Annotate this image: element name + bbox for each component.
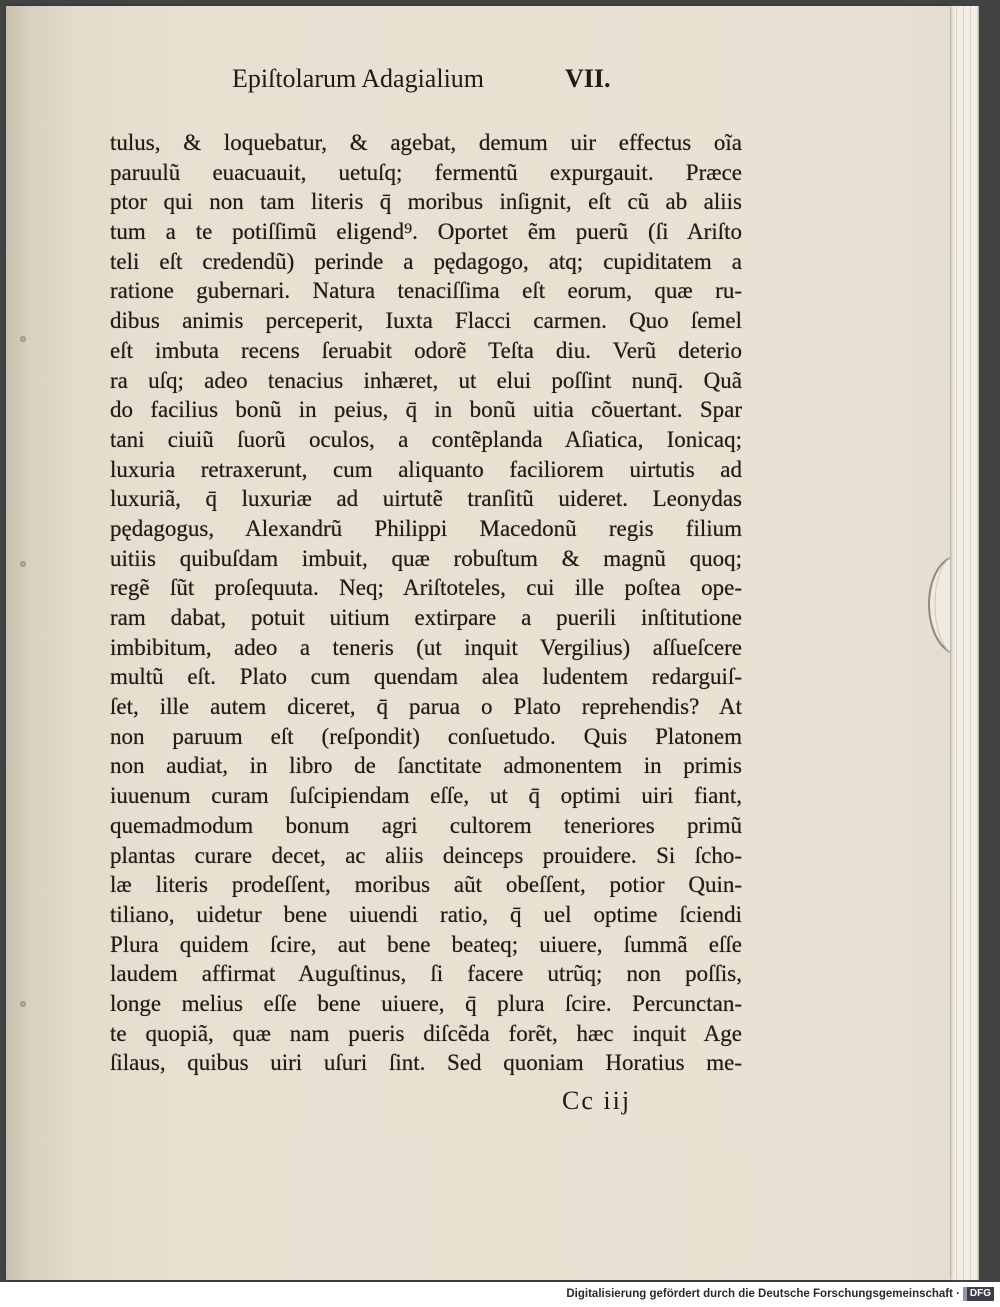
text-line: ptor qui non tam literis q̄ moribus inſignit, eſt cũ ab aliis (110, 189, 742, 215)
text-line: eſt imbuta recens ſeruabit odorẽ Teſta diu. Verũ deterio (110, 337, 742, 363)
text-line: pędagogus, Alexandrũ Philippi Macedonũ regis filium (110, 515, 742, 541)
text-line: non audiat, in libro de ſanctitate admonentem in primis (110, 753, 742, 779)
text-line: luxuriã, q̄ luxuriæ ad uirtutẽ tranſitũ uideret. Leonydas (110, 486, 742, 512)
body-text (110, 128, 742, 1078)
text-line: plantas curare decet, ac aliis deinceps prouidere. Si ſcho- (110, 842, 742, 868)
binding-hole (20, 336, 26, 342)
text-line: quemadmodum bonum agri cultorem teneriores primũ (110, 812, 742, 838)
text-line: ſet, ille autem diceret, q̄ parua o Plato reprehendis? At (110, 694, 742, 720)
running-head (232, 62, 632, 96)
text-line: dibus animis perceperit, Iuxta Flacci carmen. Quo ſemel (110, 308, 742, 334)
binding-hole (20, 561, 26, 567)
text-line: tani ciuiũ ſuorũ oculos, a contẽplanda Aſiatica, Ionicaq; (110, 426, 742, 452)
text-line: ratione gubernari. Natura tenaciſſima eſt eorum, quæ ru- (110, 278, 742, 304)
text-line: ram dabat, potuit uitium extirpare a puerili inſtitutione (110, 605, 742, 630)
text-line: regẽ ſũt proſequuta. Neq; Ariſtoteles, cui ille poſtea ope- (110, 575, 742, 601)
text-line: laudem affirmat Auguſtinus, ſi facere utrũq; non poſſis, (110, 961, 742, 987)
text-line: luxuria retraxerunt, cum aliquanto faciliorem uirtutis ad (110, 456, 742, 482)
text-line: te quopiã, quæ nam pueris diſcẽda forẽt, hæc inquit Age (110, 1020, 742, 1046)
text-line: tiliano, uidetur bene uiuendi ratio, q̄ uel optime ſciendi (110, 901, 742, 927)
text-line: læ literis prodeſſent, moribus aũt obeſſent, potior Quin- (110, 872, 742, 898)
funding-credit: Digitalisierung gefördert durch die Deutsche Forschungsgemeinschaft · (566, 1288, 960, 1300)
text-line: tulus, & loquebatur, & agebat, demum uir effectus oĩa (110, 130, 742, 155)
digitization-footer (0, 1282, 1000, 1307)
text-line: ra uſq; adeo tenacius inhæret, ut elui poſſint nunq̄. Quã (110, 367, 742, 393)
text-line: longe melius eſſe bene uiuere, q̄ plura ſcire. Percunctan- (110, 990, 742, 1016)
text-line: non paruum eſt (reſpondit) conſuetudo. Quis Platonem (110, 723, 742, 749)
signature-mark: Cc iij (562, 1086, 632, 1115)
text-line: paruulũ euacuauit, uetuſq; fermentũ expurgauit. Præce (110, 159, 742, 185)
text-line: Plura quidem ſcire, aut bene beateq; uiuere, ſummã eſſe (110, 931, 742, 957)
folio-number: VII. (565, 64, 611, 93)
binding-hole (20, 1001, 26, 1007)
text-line: tum a te potiſſimũ eligend⁹. Oportet ẽm puerũ (ſi Ariſto (110, 219, 742, 245)
running-title: Epiſtolarum Adagialium (232, 64, 485, 93)
thumb-index-notch (900, 550, 960, 660)
text-line: uitiis quibuſdam imbuit, quæ robuſtum & magnũ quoq; (110, 545, 742, 571)
dfg-logo-icon: DFG (963, 1287, 994, 1301)
text-line: multũ eſt. Plato cum quendam alea ludentem redarguiſ- (110, 664, 742, 690)
text-line: imbibitum, adeo a teneris (ut inquit Vergilius) aſſueſcere (110, 634, 742, 660)
text-line: ſilaus, quibus uiri uſuri ſint. Sed quoniam Horatius me- (110, 1050, 742, 1076)
text-line: iuuenum curam ſuſcipiendam eſſe, ut q̄ optimi uiri fiant, (110, 783, 742, 809)
text-line: teli eſt credendũ) perinde a pędagogo, atq; cupiditatem a (110, 248, 742, 274)
text-line: do facilius bonũ in peius, q̄ in bonũ uitia cõuertant. Spar (110, 397, 742, 423)
